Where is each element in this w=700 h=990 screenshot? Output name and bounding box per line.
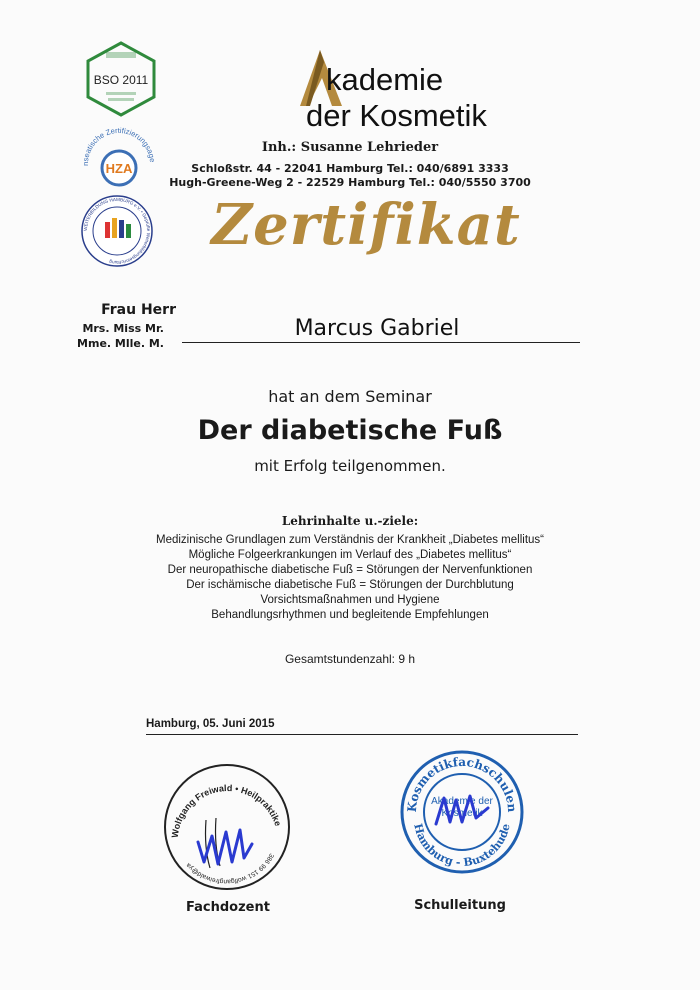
certificate-title: Zertifikat: [211, 192, 521, 258]
salutation-line-1: Frau Herr: [101, 302, 176, 318]
topic-item: Behandlungsrhythmen und begleitende Empfehlungen: [211, 609, 489, 621]
content-heading: Lehrinhalte u.-ziele:: [281, 514, 419, 528]
topic-item: Mögliche Folgeerkrankungen im Verlauf des „Diabetes mellitus“: [188, 549, 512, 561]
instructor-stamp: [158, 758, 296, 896]
seminar-title: Der diabetische Fuß: [197, 415, 503, 446]
topic-item: Der neuropathische diabetische Fuß = Störungen der Nervenfunktionen: [167, 564, 533, 576]
address-line-1: Schloßstr. 44 - 22041 Hamburg Tel.: 040/6891 3333: [191, 162, 509, 175]
logo-line1: kademie: [326, 62, 444, 97]
weiterbildung-badge: [78, 192, 156, 270]
instructor-label: Fachdozent: [186, 900, 270, 915]
topics-list: [0, 533, 700, 623]
salutation-line-2: Mrs. Miss Mr.: [82, 322, 164, 335]
principal-label: Schulleitung: [414, 898, 506, 913]
school-logo-text: [306, 62, 487, 134]
logo-line2: der Kosmetik: [306, 98, 487, 133]
weiterbildung-arc-text: WEITERBILDUNG HAMBURG e.V. • Geprüfte Weiterbildungseinrichtung: [82, 196, 152, 266]
place-date-underline: [146, 734, 578, 735]
topic-item: Vorsichtsmaßnahmen und Hygiene: [260, 594, 440, 606]
salutation-line-3: Mme. Mlle. M.: [77, 337, 164, 350]
hza-label: HZA: [105, 161, 133, 176]
bso-2011-badge: [82, 40, 160, 118]
hza-arc-text: nseatische Zertifizierungsage: [80, 125, 157, 166]
school-stamp-top-text: Kosmetikfachschulen: [404, 754, 520, 813]
recipient-name: Marcus Gabriel: [294, 316, 460, 341]
topic-item: Medizinische Grundlagen zum Verständnis der Krankheit „Diabetes mellitus“: [156, 534, 544, 546]
school-stamp-center-text: Akademie der Kosmetik: [431, 796, 493, 819]
total-hours: Gesamtstundenzahl: 9 h: [284, 652, 416, 666]
address-line-2: Hugh-Greene-Weg 2 - 22529 Hamburg Tel.: 040/5550 3700: [169, 176, 531, 189]
topic-item: Der ischämische diabetische Fuß = Störungen der Durchblutung: [186, 579, 514, 591]
owner-line: Inh.: Susanne Lehrieder: [261, 140, 439, 155]
intro-text: hat an dem Seminar: [268, 387, 432, 406]
bso-label: BSO 2011: [93, 73, 149, 87]
instructor-stamp-arc-text: Wolfgang Freiwald • Heilpraktike: [169, 783, 284, 839]
name-underline: [182, 342, 580, 343]
svg-text:Wolfgang Freiwald • Heilprakti: [158, 758, 283, 838]
place-date: Hamburg, 05. Juni 2015: [146, 718, 275, 730]
school-stamp-bottom-text: Hamburg - Buxtehude: [411, 822, 513, 870]
instructor-stamp-side-text: 386 99 151 wolfgangfreiwald@ya: [185, 852, 275, 885]
school-stamp: [398, 748, 526, 876]
outro-text: mit Erfolg teilgenommen.: [254, 457, 446, 475]
